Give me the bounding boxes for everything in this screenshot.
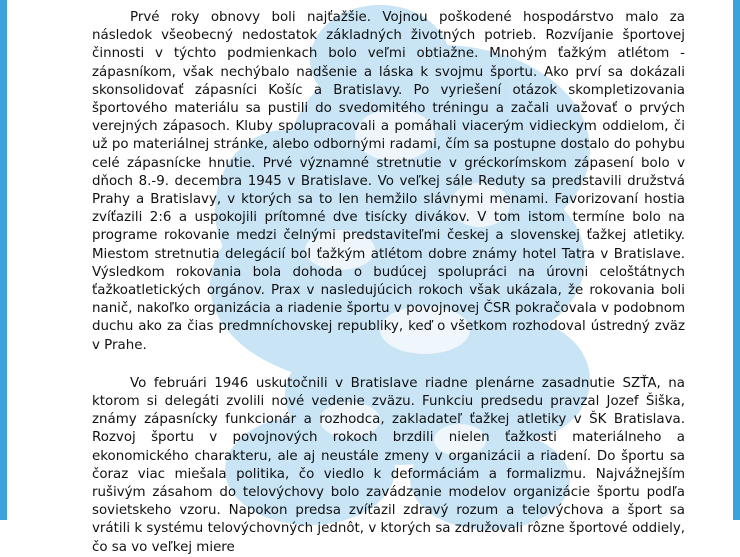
paragraph-2: Vo februári 1946 uskutočnili v Bratislave riadne plenárne zasadnutie SZŤA, na ktorom si delegáti zvolili nové vedenie zväzu. Funkciu predsedu pravzal Jozef Šiška, známy zápasnícky funkcionár a rozhodca, zakladateľ ťažkej atletiky v ŠK Bratislava. Rozvoj športu v povojnových rokoch brzdili nielen ťažkosti materiálneho a ekonomického charakteru, ale aj neustále zmeny v organizácii a riadení. Do športu sa čoraz viac miešala politika, čo viedlo k deformáciám a formalizmu. Najvážnejším rušivým zásahom do telovýchovy bolo zavádzanie modelov organizácie športu podľa sovietskeho vzoru. Napokon predsa zvíťazil zdravý rozum a telovýchova a šport sa vrátili k systému telovýchovných jednôt, v ktorých sa združovali rôzne športové oddiely, čo sa vo veľkej miere xyxy=(92,375,685,555)
paragraph-spacer xyxy=(92,355,685,375)
paragraph-1: Prvé roky obnovy boli najťažšie. Vojnou poškodené hospodárstvo malo za následok všeobecný nedostatok základných životných potrieb. Rozvíjanie športovej činnosti v týchto podmienkach bolo veľmi obtiažne. Mnohým ťažkým atlétom - zápasníkom, však nechýbalo nadšenie a láska k svojmu športu. Ako prví sa dokázali skonsolidovať zápasníci Košíc a Bratislavy. Po vyriešení otázok skompletizovania športového materiálu sa pustili do svedomitého tréningu a začali uvažovať o prvých verejných zápasoch. Kluby spolupracovali a pomáhali viacerým vidieckym oddielom, či už po materiálnej stránke, alebo odbornými radami, čím sa postupne dostalo do pohybu celé zápasnícke hnutie. Prvé významné stretnutie v gréckorímskom zápasení bolo v dňoch 8.-9. decembra 1945 v Bratislave. Vo veľkej sále Reduty sa predstavili družstvá Prahy a Bratislavy, v ktorých sa to len hemžilo slávnymi menami. Favorizovaní hostia zvíťazili 2:6 a uspokojili prítomné dve tisícky divákov. V tom istom termíne bolo na programe rokovanie medzi čelnými predstaviteľmi českej a slovenskej ťažkej atletiky. Miestom stretnutia delegácií bol ťažkým atlétom dobre známy hotel Tatra v Bratislave. Výsledkom rokovania bola dohoda o budúcej spolupráci na úrovni celoštátnych ťažkoatletických orgánov. Prax v nasledujúcich rokoch však ukázala, že rokovania boli nanič, nakoľko organizácia a riadenie športu v povojnovej ČSR pokračovala v podobnom duchu ako za čias predmníchovskej republiky, keď o všetkom rozhodoval ústredný zväz v Prahe. xyxy=(92,10,685,353)
article-body xyxy=(92,9,685,557)
right-accent-bar xyxy=(733,0,740,520)
left-accent-bar xyxy=(0,0,7,520)
